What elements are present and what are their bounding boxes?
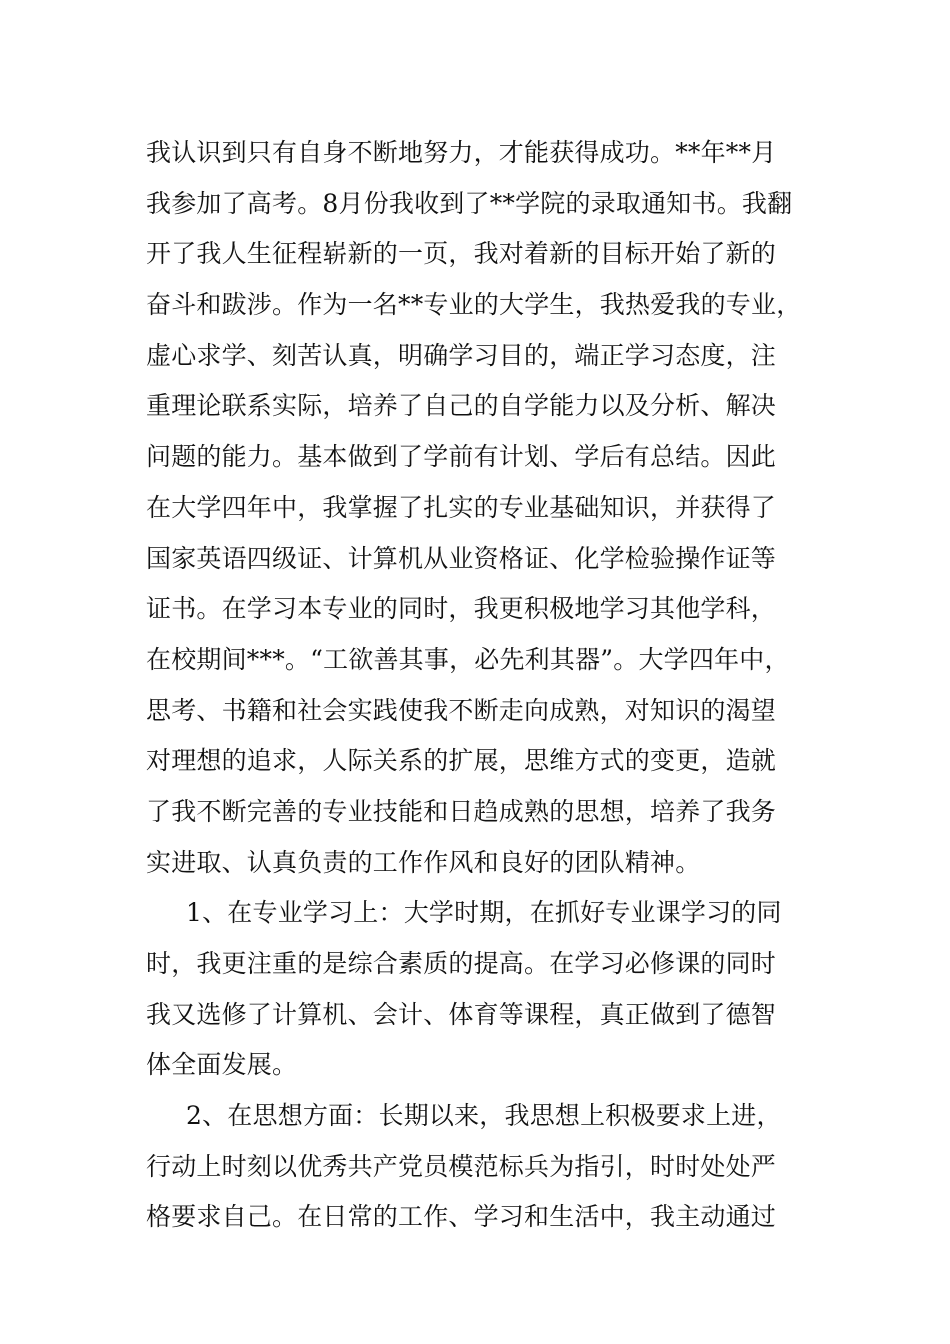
text-line: 思考、书籍和社会实践使我不断走向成熟，对知识的渴望 [146, 695, 777, 725]
text-line: 实进取、认真负责的工作作风和良好的团队精神。 [146, 847, 701, 877]
text-line: 对理想的追求，人际关系的扩展，思维方式的变更，造就 [146, 746, 777, 776]
paragraph-2-first-line: 2、在思想方面：长期以来，我思想上积极要求上进， [186, 1101, 782, 1131]
text-line: 问题的能力。基本做到了学前有计划、学后有总结。因此 [146, 442, 777, 472]
text-line: 了我不断完善的专业技能和日趋成熟的思想，培养了我务 [146, 796, 777, 826]
paragraph-1-first-line: 1、在专业学习上：大学时期，在抓好专业课学习的同 [186, 898, 782, 928]
text-line: 行动上时刻以优秀共产党员模范标兵为指引，时时处处严 [146, 1151, 777, 1181]
text-line: 时，我更注重的是综合素质的提高。在学习必修课的同时 [146, 949, 777, 978]
text-line: 证书。在学习本专业的同时，我更积极地学习其他学科， [146, 594, 777, 624]
text-line: 我认识到只有自身不断地努力，才能获得成功。**年**月 [146, 138, 777, 167]
text-line: 重理论联系实际，培养了自己的自学能力以及分析、解决 [146, 391, 777, 421]
text-line: 格要求自己。在日常的工作、学习和生活中，我主动通过 [146, 1202, 777, 1232]
text-line: 我又选修了计算机、会计、体育等课程，真正做到了德智 [146, 999, 777, 1029]
text-line: 开了我人生征程崭新的一页，我对着新的目标开始了新的 [146, 239, 777, 269]
text-line: 体全面发展。 [146, 1050, 298, 1080]
text-line: 国家英语四级证、计算机从业资格证、化学检验操作证等 [146, 543, 777, 573]
text-line: 在校期间***。“工欲善其事，必先利其器”。大学四年中， [146, 644, 790, 674]
text-line: 我参加了高考。8月份我收到了**学院的录取通知书。我翻 [146, 188, 793, 218]
text-line: 在大学四年中，我掌握了扎实的专业基础知识，并获得了 [146, 492, 777, 522]
text-line: 虚心求学、刻苦认真，明确学习目的，端正学习态度，注 [146, 340, 777, 370]
body-text [146, 128, 826, 1243]
text-line: 奋斗和跋涉。作为一名**专业的大学生，我热爱我的专业， [146, 290, 802, 320]
